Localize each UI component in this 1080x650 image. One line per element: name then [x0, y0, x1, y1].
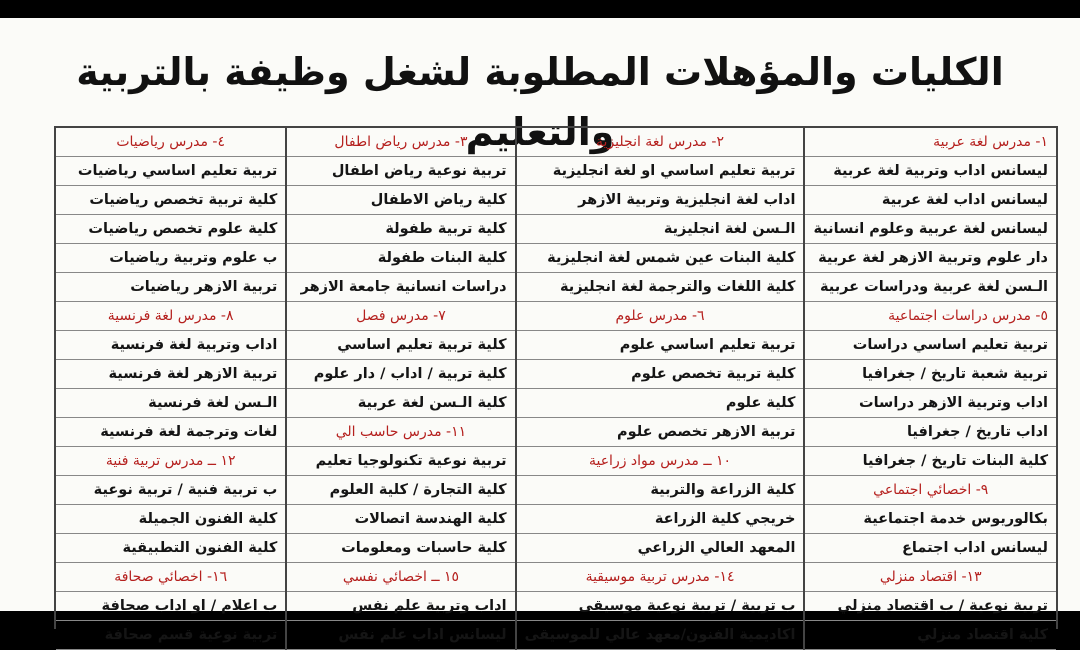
table-cell: ب علوم وتربية رياضيات: [56, 244, 285, 273]
section-header: ١١- مدرس حاسب الي: [287, 418, 514, 447]
table-cell: كلية رياض الاطفال: [287, 186, 514, 215]
section-header: ٧- مدرس فصل: [287, 302, 514, 331]
table-cell: تربية نوعية قسم صحافة: [56, 621, 285, 650]
table-cell: كلية تربية طفولة: [287, 215, 514, 244]
table-cell: كلية التجارة / كلية العلوم: [287, 476, 514, 505]
table-cell: تربية نوعية رياض اطفال: [287, 157, 514, 186]
table-cell: بكالوريوس خدمة اجتماعية: [805, 505, 1056, 534]
qualifications-table: [54, 126, 1058, 643]
table-cell: كلية الزراعة والتربية: [517, 476, 804, 505]
table-cell: تربية شعبة تاريخ / جغرافيا: [805, 360, 1056, 389]
table-cell: تربية نوعية / ب اقتصاد منزلي: [805, 592, 1056, 621]
section-header: ٥- مدرس دراسات اجتماعية: [805, 302, 1056, 331]
table-cell: اداب وتربية الازهر دراسات: [805, 389, 1056, 418]
table-cell: كلية اقتصاد منزلي: [805, 621, 1056, 650]
table-cell: اداب وتربية لغة فرنسية: [56, 331, 285, 360]
table-column: [56, 128, 285, 650]
section-header: ١٦- اخصائي صحافة: [56, 563, 285, 592]
table-cell: تربية تعليم اساسي رياضيات: [56, 157, 285, 186]
table-cell: اداب لغة انجليزية وتربية الازهر: [517, 186, 804, 215]
table-column: [515, 128, 804, 650]
table-cell: اداب تاريخ / جغرافيا: [805, 418, 1056, 447]
section-header: ٨- مدرس لغة فرنسية: [56, 302, 285, 331]
table-cell: دراسات انسانية جامعة الازهر: [287, 273, 514, 302]
table-cell: الـسن لغة عربية ودراسات عربية: [805, 273, 1056, 302]
table-cell: كلية تربية تعليم اساسي: [287, 331, 514, 360]
table-cell: كلية الفنون التطبيقية: [56, 534, 285, 563]
section-header: ٢- مدرس لغة انجليزية: [517, 128, 804, 157]
table-cell: كلية تربية تخصص رياضيات: [56, 186, 285, 215]
section-header: ٤- مدرس رياضيات: [56, 128, 285, 157]
table-cell: خريجي كلية الزراعة: [517, 505, 804, 534]
table-cell: كلية تربية تخصص علوم: [517, 360, 804, 389]
table-cell: كلية الهندسة اتصالات: [287, 505, 514, 534]
table-cell: كلية علوم تخصص رياضيات: [56, 215, 285, 244]
table-cell: تربية الازهر رياضيات: [56, 273, 285, 302]
section-header: ١٣- اقتصاد منزلي: [805, 563, 1056, 592]
table-cell: ب تربية / تربية نوعية موسيقى: [517, 592, 804, 621]
table-cell: كلية الـسن لغة عربية: [287, 389, 514, 418]
table-cell: ب اعلام / او اداب صحافة: [56, 592, 285, 621]
table-cell: تربية تعليم اساسي او لغة انجليزية: [517, 157, 804, 186]
table-cell: ليسانس لغة عربية وعلوم انسانية: [805, 215, 1056, 244]
table-cell: كلية علوم: [517, 389, 804, 418]
page-title: الكليات والمؤهلات المطلوبة لشغل وظيفة بالتربية والتعليم: [76, 50, 1004, 154]
table-cell: اداب وتربية علم نفس: [287, 592, 514, 621]
table-column: [285, 128, 514, 650]
section-header: ١٠ ــ مدرس مواد زراعية: [517, 447, 804, 476]
table-cell: ب تربية فنية / تربية نوعية: [56, 476, 285, 505]
table-cell: الـسن لغة فرنسية: [56, 389, 285, 418]
table-cell: تربية تعليم اساسي علوم: [517, 331, 804, 360]
section-header: ١٤- مدرس تربية موسيقية: [517, 563, 804, 592]
section-header: ١٢ ــ مدرس تربية فنية: [56, 447, 285, 476]
table-cell: تربية الازهر تخصص علوم: [517, 418, 804, 447]
table-cell: ليسانس اداب لغة عربية: [805, 186, 1056, 215]
table-cell: ليسانس اداب اجتماع: [805, 534, 1056, 563]
table-cell: كلية اللغات والترجمة لغة انجليزية: [517, 273, 804, 302]
table-cell: كلية البنات عين شمس لغة انجليزية: [517, 244, 804, 273]
section-header: ٩- اخصائي اجتماعي: [805, 476, 1056, 505]
table-cell: كلية البنات طفولة: [287, 244, 514, 273]
table-cell: كلية البنات تاريخ / جغرافيا: [805, 447, 1056, 476]
table-cell: كلية تربية / اداب / دار علوم: [287, 360, 514, 389]
document-sheet: [0, 18, 1080, 643]
table-cell: الـسن لغة انجليزية: [517, 215, 804, 244]
section-header: ٦- مدرس علوم: [517, 302, 804, 331]
table-column: [803, 128, 1056, 650]
table-cell: اكاديمية الفنون/معهد عالي للموسيقى: [517, 621, 804, 650]
table-cell: تربية الازهر لغة فرنسية: [56, 360, 285, 389]
table-cell: دار علوم وتربية الازهر لغة عربية: [805, 244, 1056, 273]
table-cell: ليسانس اداب وتربية لغة عربية: [805, 157, 1056, 186]
table-cell: كلية الفنون الجميلة: [56, 505, 285, 534]
section-header: ١- مدرس لغة عربية: [805, 128, 1056, 157]
table-cell: لغات وترجمة لغة فرنسية: [56, 418, 285, 447]
table-cell: تربية تعليم اساسي دراسات: [805, 331, 1056, 360]
section-header: ١٥ ــ اخصائي نفسي: [287, 563, 514, 592]
section-header: ٣- مدرس رياض اطفال: [287, 128, 514, 157]
table-cell: تربية نوعية تكنولوجيا تعليم: [287, 447, 514, 476]
table-cell: ليسانس اداب علم نفس: [287, 621, 514, 650]
table-cell: كلية حاسبات ومعلومات: [287, 534, 514, 563]
table-cell: المعهد العالي الزراعي: [517, 534, 804, 563]
